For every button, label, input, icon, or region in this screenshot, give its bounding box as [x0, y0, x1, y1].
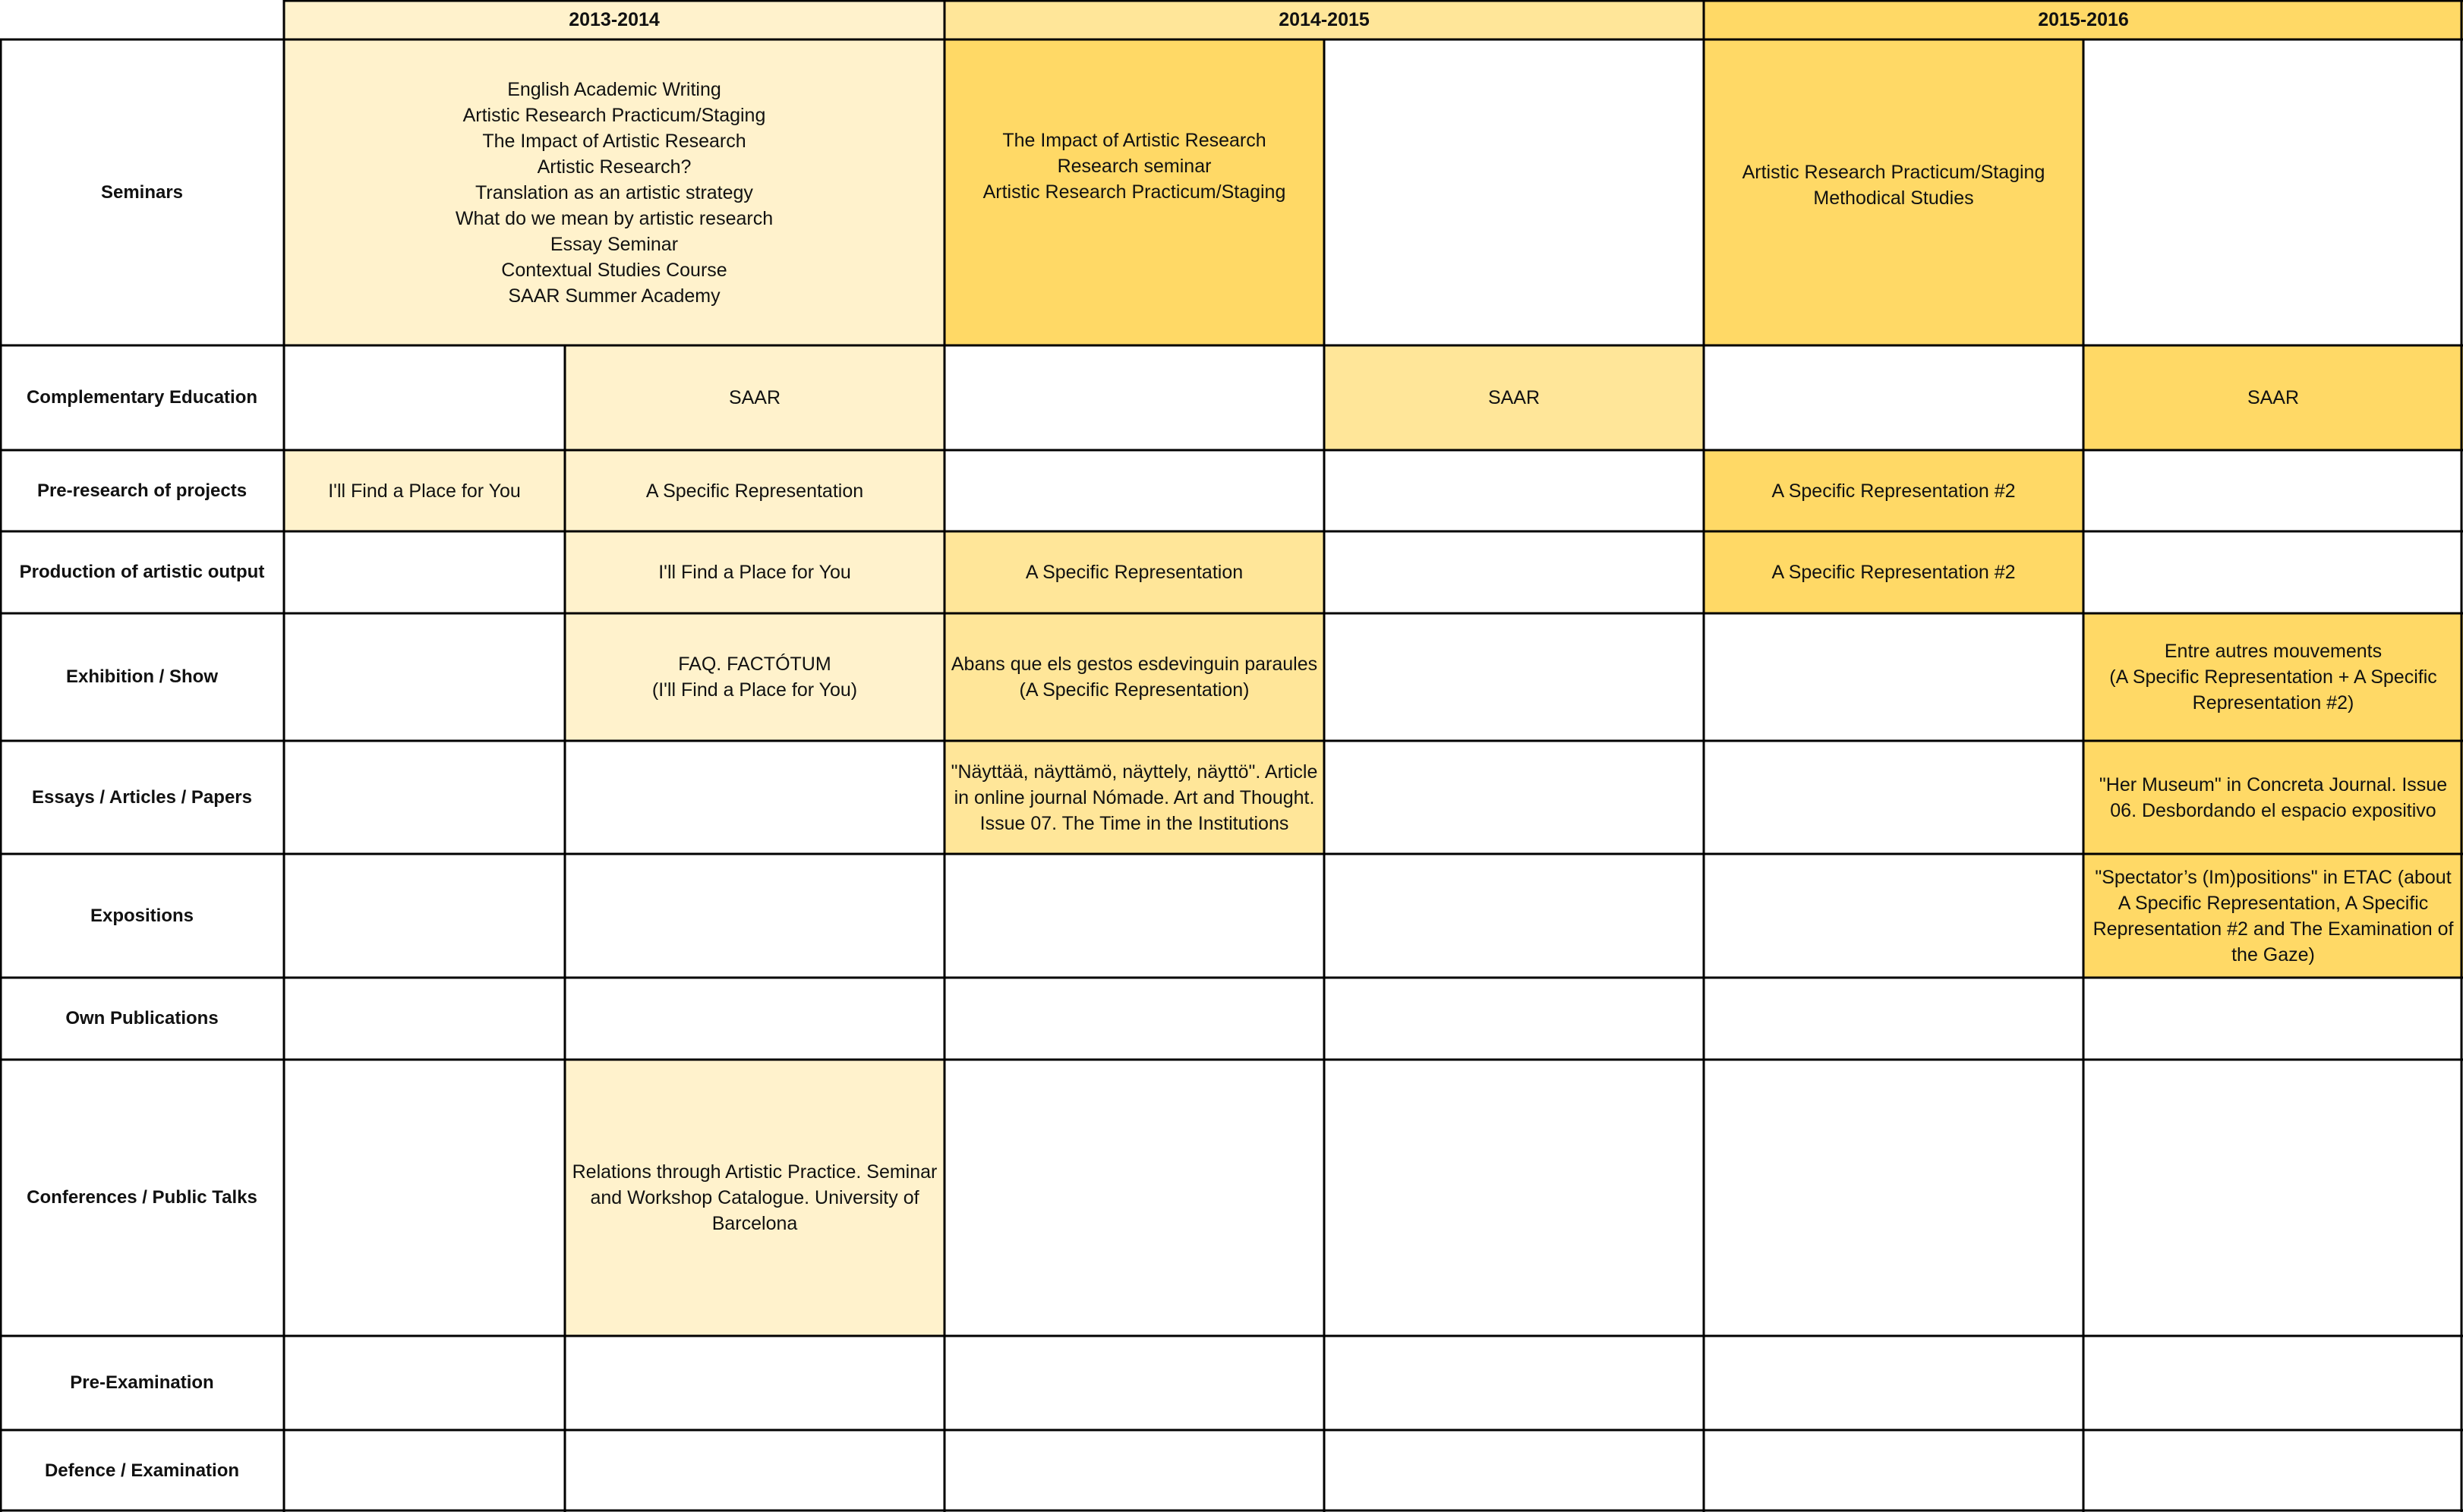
row-label-production: Production of artistic output	[19, 562, 265, 582]
cell-expositions-2015-2016: "Spectator’s (Im)positions" in ETAC (about A Specific Representation, A Specific Representation #2 and The Examination of the Gaze)	[2083, 854, 2463, 978]
cell-complementary-2013-2014: SAAR	[565, 345, 945, 450]
cell-seminars-2015-2016: Artistic Research Practicum/Staging Methodical Studies	[1704, 39, 2083, 345]
row-label-pre-examination: Pre-Examination	[70, 1372, 214, 1393]
row-label-pre-research: Pre-research of projects	[36, 480, 248, 501]
cell-exhibition-2015-2016: Entre autres mouvements (A Specific Representation + A Specific Representation #2)	[2083, 613, 2463, 741]
cell-production-2014-2015: A Specific Representation	[945, 531, 1324, 613]
row-label-complementary-education: Complementary Education	[26, 387, 258, 408]
row-label-defence: Defence / Examination	[44, 1460, 240, 1481]
cell-production-2015-2016: A Specific Representation #2	[1704, 531, 2083, 613]
year-header-2015-2016: 2015-2016	[1704, 0, 2463, 39]
cell-essays-2015-2016: "Her Museum" in Concreta Journal. Issue 06. Desbordando el espacio expositivo	[2083, 741, 2463, 854]
cell-seminars-2013-2014: English Academic Writing Artistic Research Practicum/Staging The Impact of Artistic Research Artistic Research? Translation as an artistic strategy What do we mean by artistic research Essay Seminar Contextual Studies Course SAAR Summer Academy	[284, 39, 945, 345]
cell-preresearch-2013-2014-a: I'll Find a Place for You	[284, 450, 565, 531]
cell-preresearch-2013-2014-b: A Specific Representation	[565, 450, 945, 531]
cell-essays-2014-2015: "Näyttää, näyttämö, näyttely, näyttö". Article in online journal Nómade. Art and Thought. Issue 07. The Time in the Institutions	[945, 741, 1324, 854]
cell-complementary-2014-2015: SAAR	[1324, 345, 1704, 450]
year-header-2014-2015: 2014-2015	[945, 0, 1704, 39]
row-label-own-publications: Own Publications	[65, 1008, 219, 1028]
cell-preresearch-2015-2016: A Specific Representation #2	[1704, 450, 2083, 531]
cell-complementary-2015-2016: SAAR	[2083, 345, 2463, 450]
row-label-exhibition: Exhibition / Show	[66, 666, 218, 687]
cell-production-2013-2014: I'll Find a Place for You	[565, 531, 945, 613]
row-label-seminars: Seminars	[100, 181, 184, 203]
row-label-essays: Essays / Articles / Papers	[32, 786, 252, 808]
year-header-2013-2014: 2013-2014	[284, 0, 945, 39]
cell-exhibition-2013-2014: FAQ. FACTÓTUM (I'll Find a Place for You)	[565, 613, 945, 741]
cell-conferences-2013-2014: Relations through Artistic Practice. Seminar and Workshop Catalogue. University of Barcelona	[565, 1060, 945, 1336]
cell-seminars-2014-2015: The Impact of Artistic Research Research seminar Artistic Research Practicum/Staging	[945, 39, 1324, 345]
row-label-conferences: Conferences / Public Talks	[27, 1187, 257, 1208]
cell-exhibition-2014-2015: Abans que els gestos esdevinguin paraules (A Specific Representation)	[945, 613, 1324, 741]
row-label-expositions: Expositions	[90, 905, 194, 926]
